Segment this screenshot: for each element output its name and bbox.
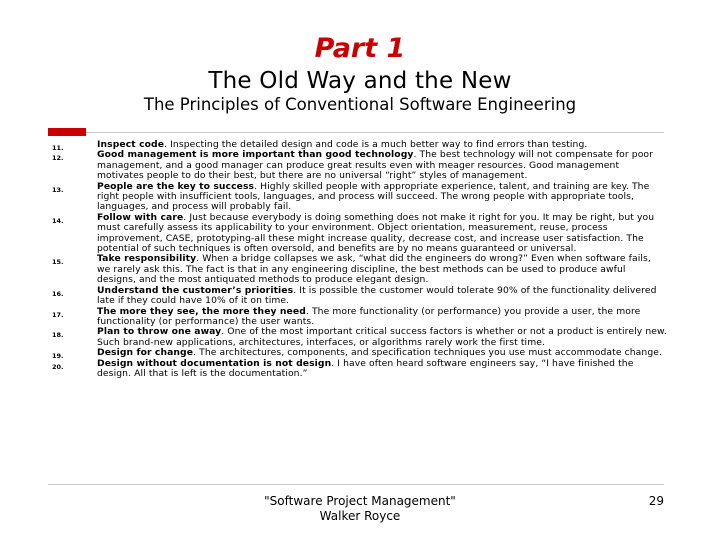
item-text — [97, 150, 667, 181]
list-item — [0, 327, 720, 348]
list-item — [0, 286, 720, 307]
list-item — [0, 213, 720, 255]
item-number: 16. — [52, 289, 64, 298]
item-body: . Inspecting the detailed design and code is a much better way to find errors than testing. — [164, 139, 588, 150]
item-heading: Design for change — [97, 347, 194, 359]
footer-book-title: "Software Project Management" — [264, 494, 456, 508]
item-body: . Just because everybody is doing something does not make it right for you. It may be right, but you must carefully assess its applicability to your environment. Object orientation, measurement, reuse, process improvement, CASE, prototyping-all these might increase quality, decrease cost, and increase user satisfaction. The potential of such techniques is often oversold, and benefits are by no means guaranteed or universal. — [97, 211, 655, 255]
item-body: . When a bridge collapses we ask, “what did the engineers do wrong?” Even when software fails, we rarely ask this. The fact is that in any engineering discipline, the best methods can be used to produce awful designs, and the most antiquated methods to produce elegant design. — [97, 253, 651, 286]
item-number: 15. — [52, 258, 64, 267]
item-text — [97, 286, 667, 307]
list-item — [0, 182, 720, 213]
item-heading: Take responsibility — [97, 253, 197, 265]
list-item — [0, 307, 720, 328]
item-number: 20. — [52, 362, 64, 371]
part-heading: Part 1 — [314, 33, 406, 64]
list-item — [0, 359, 720, 380]
principles-list — [0, 140, 720, 379]
item-number: 17. — [52, 310, 64, 319]
item-heading: Follow with care — [97, 211, 184, 223]
page-number: 29 — [648, 494, 664, 508]
item-body: . The best technology will not compensate for poor management, and a good manager can produce great results even with meager resources. Good management motivates people to do their best, but there are no universal “right” styles of management. — [97, 149, 654, 182]
item-heading: Good management is more important than good technology — [97, 149, 414, 161]
item-body: . Highly skilled people with appropriate experience, talent, and training are key. The right people with insufficient tools, languages, and process will succeed. The wrong people with appropriate tools, languages, and process will probably fail. — [97, 180, 650, 213]
item-body: . The more functionality (or performance) you provide a user, the more functionality (or performance) the user wants. — [97, 305, 641, 327]
list-item — [0, 150, 720, 181]
item-number: 12. — [52, 154, 64, 163]
item-heading: Plan to throw one away — [97, 326, 222, 338]
item-text — [97, 307, 667, 328]
item-number: 13. — [52, 185, 64, 194]
item-heading: The more they see, the more they need — [97, 305, 306, 317]
item-text — [97, 213, 667, 255]
item-text — [97, 327, 667, 348]
item-body: . One of the most important critical success factors is whether or not a product is entirely new. Such brand-new applications, architectures, interfaces, or algorithms rarely work the first time. — [97, 326, 667, 348]
item-number: 11. — [52, 144, 64, 152]
slide-subtitle: The Principles of Conventional Software Engineering — [143, 95, 577, 114]
item-heading: Understand the customer’s priorities — [97, 284, 294, 296]
item-text — [97, 182, 667, 213]
item-heading: People are the key to success — [97, 180, 255, 192]
item-number: 14. — [52, 216, 64, 225]
item-body: . I have often heard software engineers say, “I have finished the design. All that is left is the documentation.” — [97, 357, 634, 379]
list-item — [0, 254, 720, 285]
item-body: . It is possible the customer would tolerate 90% of the functionality delivered late if they could have 10% of it on time. — [97, 284, 657, 307]
item-heading: Design without documentation is not design — [97, 357, 332, 369]
item-text — [97, 359, 667, 380]
footer-citation — [240, 494, 480, 524]
bottom-divider — [48, 484, 664, 485]
item-heading: Inspect code — [97, 139, 165, 150]
item-body: . The architectures, components, and specification techniques you use must accommodate change. — [193, 347, 663, 359]
item-number: 19. — [52, 352, 64, 361]
item-number: 18. — [52, 331, 64, 340]
slide-title: The Old Way and the New — [208, 68, 512, 94]
top-divider — [86, 132, 664, 133]
accent-bar — [48, 128, 86, 136]
item-text — [97, 254, 667, 285]
footer-author: Walker Royce — [319, 509, 401, 523]
